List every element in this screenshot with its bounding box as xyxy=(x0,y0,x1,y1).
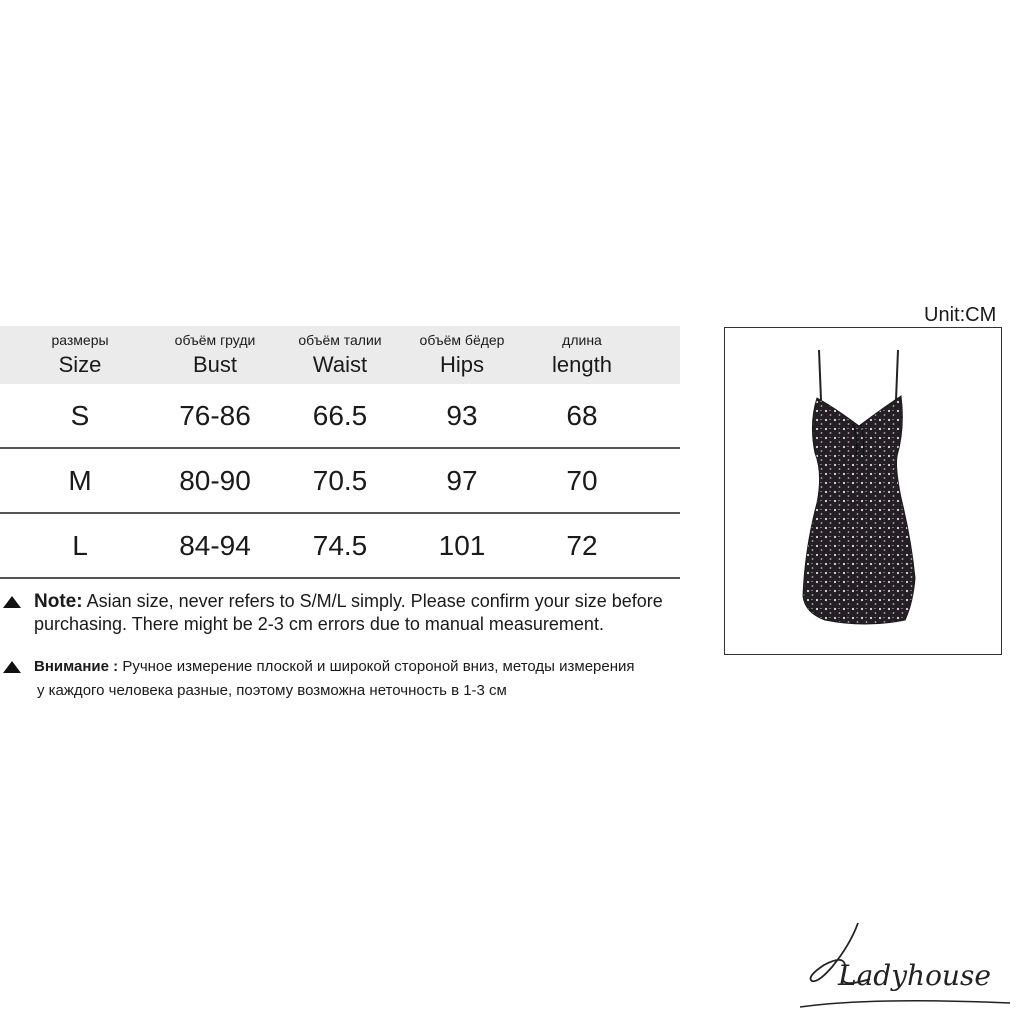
header-hips: объём бёдер Hips xyxy=(419,332,505,377)
header-length: длина length xyxy=(552,332,612,377)
cell-length: 68 xyxy=(566,400,598,431)
note-text-line2: purchasing. There might be 2-3 cm errors due to manual measurement. xyxy=(34,614,604,634)
cell-waist: 66.5 xyxy=(312,400,368,431)
cell-bust: 80-90 xyxy=(179,465,251,496)
triangle-icon xyxy=(3,596,21,608)
note-text-line1: Asian size, never refers to S/M/L simply. Please confirm your size before xyxy=(86,591,663,611)
table-row xyxy=(0,384,680,449)
header-bust: объём груди Bust xyxy=(174,332,256,377)
ladyhouse-logo-icon xyxy=(780,905,1020,1020)
dress-icon xyxy=(725,328,1003,656)
cell-length: 70 xyxy=(566,465,598,496)
header-size: размеры Size xyxy=(51,332,109,377)
cell-hips: 97 xyxy=(446,465,478,496)
brand-logo xyxy=(780,905,1020,1020)
note-text-ru-line1: Ручное измерение плоской и широкой стороной вниз, методы измерения xyxy=(122,658,635,675)
note-label: Note: xyxy=(34,591,83,612)
triangle-icon xyxy=(3,661,21,673)
cell-size: L xyxy=(72,530,88,561)
cell-hips: 101 xyxy=(438,530,486,561)
cell-waist: 74.5 xyxy=(312,530,368,561)
brand-name: Ladyhouse xyxy=(838,959,991,992)
cell-hips: 93 xyxy=(446,400,478,431)
cell-bust: 84-94 xyxy=(179,530,251,561)
note-english xyxy=(0,590,710,635)
header-waist: объём талии Waist xyxy=(298,332,382,377)
cell-size: M xyxy=(68,465,92,496)
unit-label: Unit:CM xyxy=(924,304,997,326)
note-text-ru-line2: у каждого человека разные, поэтому возможна неточность в 1-3 см xyxy=(37,682,507,699)
cell-waist: 70.5 xyxy=(312,465,368,496)
note-label-ru: Внимание : xyxy=(34,658,119,675)
table-row xyxy=(0,449,680,514)
product-photo xyxy=(724,327,1002,655)
cell-size: S xyxy=(70,400,90,431)
table-row xyxy=(0,514,680,579)
size-chart-table xyxy=(0,326,680,579)
note-russian xyxy=(0,655,710,703)
cell-length: 72 xyxy=(566,530,598,561)
cell-bust: 76-86 xyxy=(179,400,251,431)
table-header xyxy=(0,326,680,384)
